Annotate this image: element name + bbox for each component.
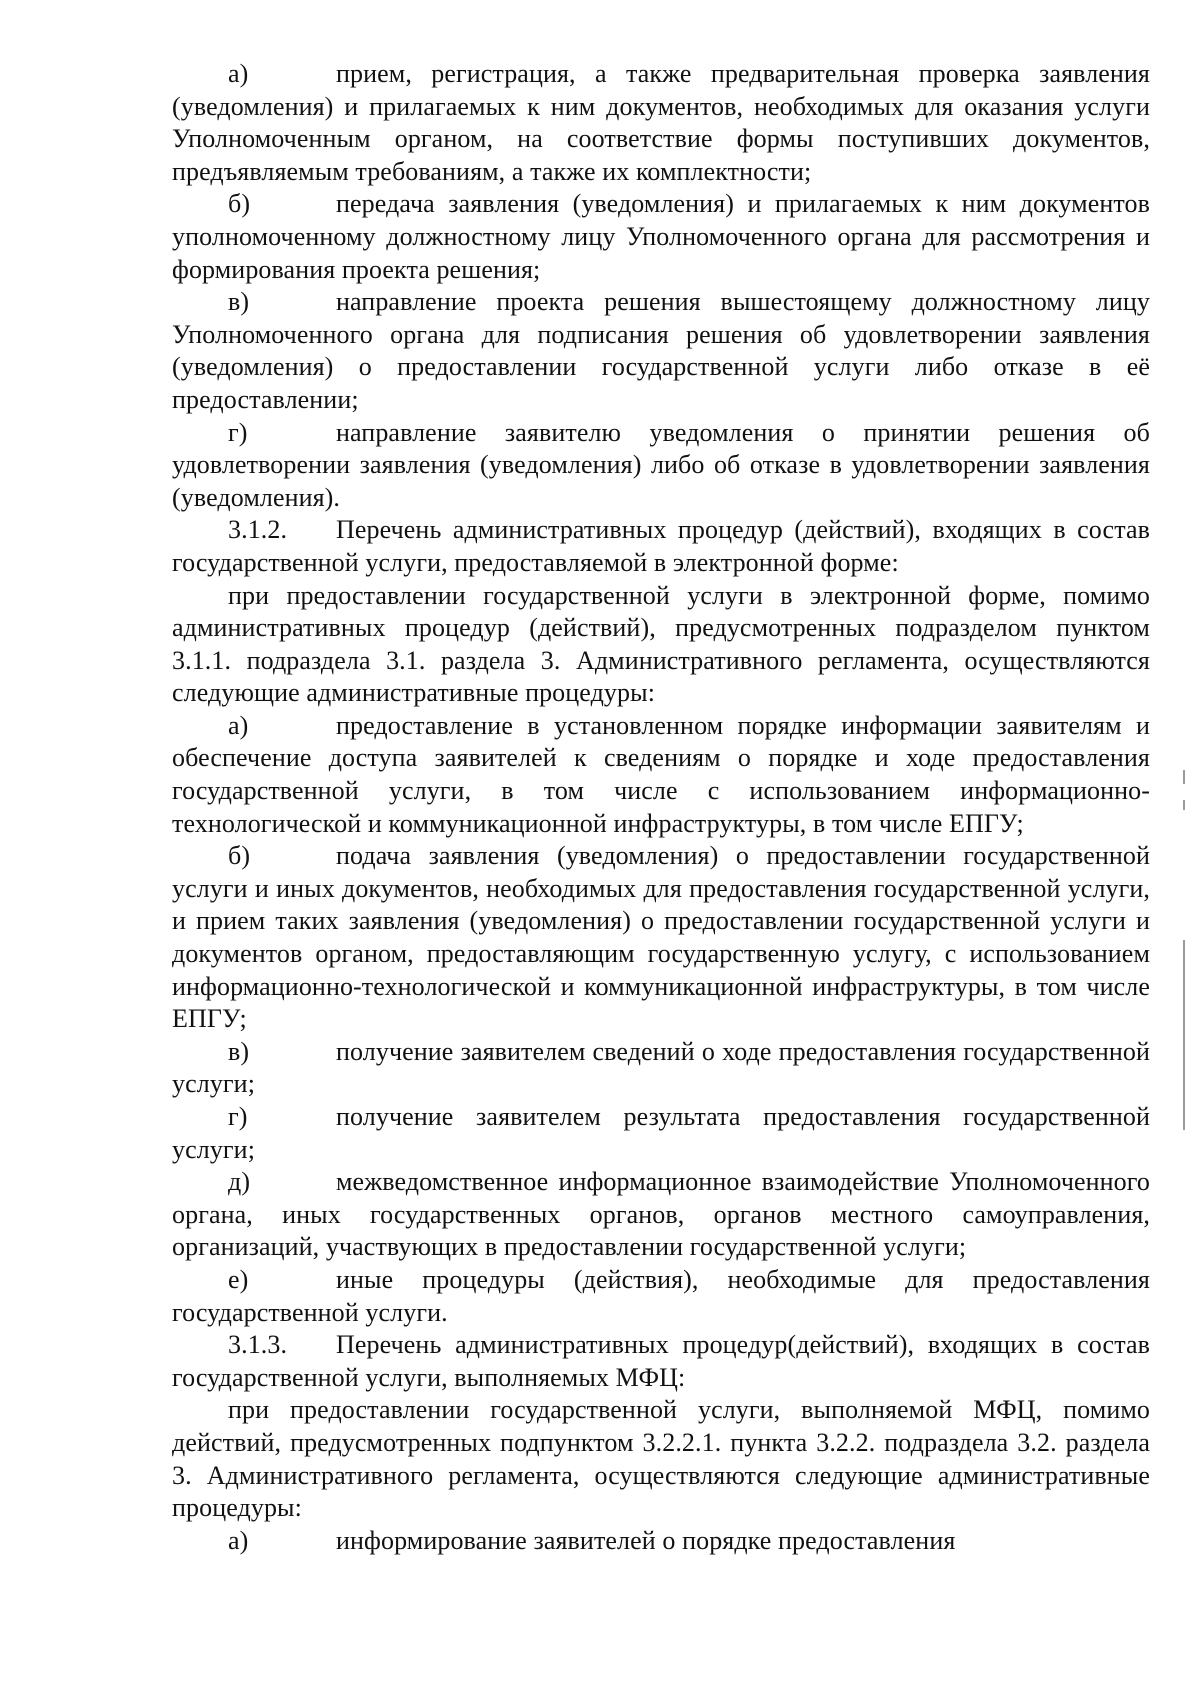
paragraph-text: получение заявителем сведений о ходе предоставления государственной услуги;	[172, 1036, 1150, 1099]
paragraph	[172, 1166, 1150, 1264]
scan-edge-mark	[1183, 770, 1185, 784]
paragraph-text: предоставление в установленном порядке информации заявителям и обеспечение доступа заявителей к сведениям о порядке и ходе предоставления государственной услуги, в том числе с использованием информационно-технологической и коммуникационной инфраструктуры, в том числе ЕПГУ;	[172, 710, 1150, 838]
paragraph-marker: б)	[228, 189, 251, 219]
paragraph-text: прием, регистрация, а также предварительная проверка заявления (уведомления) и прилагаемых к ним документов, необходимых для оказания услуги Уполномоченным органом, на соответствие формы поступивших документов, предъявляемым требованиям, а также их комплектности;	[172, 59, 1150, 186]
paragraph-marker: 3.1.2.	[228, 515, 288, 545]
paragraph-marker: 3.1.3.	[228, 1330, 288, 1360]
paragraph-marker: а)	[228, 59, 249, 88]
paragraph-text: Перечень административных процедур(действий), входящих в состав государственной услуги, выполняемых МФЦ:	[172, 1330, 1150, 1392]
paragraph-text: иные процедуры (действия), необходимые для предоставления государственной услуги.	[172, 1264, 1150, 1327]
paragraph-marker: е)	[228, 1264, 249, 1294]
paragraph-marker: в)	[228, 1036, 250, 1066]
paragraph-text: направление проекта решения вышестоящему должностному лицу Уполномоченного органа для подписания решения об удовлетворении заявления (уведомления) о предоставлении государственной услуги либо отказе в её предоставлении;	[172, 287, 1150, 414]
paragraph-text: при предоставлении государственной услуги, выполняемой МФЦ, помимо действий, предусмотренных подпунктом 3.2.2.1. пункта 3.2.2. подраздела 3.2. раздела 3. Административного регламента, осуществляются следующие административные процедуры:	[172, 1395, 1150, 1523]
paragraph	[172, 1036, 1150, 1101]
paragraph-text: получение заявителем результата предоставления государственной услуги;	[172, 1102, 1150, 1164]
paragraph-marker: б)	[228, 841, 251, 871]
paragraph-text: передача заявления (уведомления) и прилагаемых к ним документов уполномоченному должностному лицу Уполномоченного органа для рассмотрения и формирования проекта решения;	[172, 189, 1150, 284]
paragraph	[172, 188, 1150, 286]
paragraph	[172, 710, 1150, 840]
paragraph-text: информирование заявителей о порядке предоставления	[336, 1525, 956, 1555]
paragraph	[172, 286, 1150, 416]
paragraph	[172, 580, 1150, 710]
paragraph-text: подача заявления (уведомления) о предоставлении государственной услуги и иных документов, необходимых для предоставления государственной услуги, и прием таких заявления (уведомления) о предоставлении государственной услуги и документов органом, предоставляющим государственную услугу, с использованием информационно-технологической и коммуникационной инфраструктуры, в том числе ЕПГУ;	[172, 841, 1150, 1034]
paragraph-marker: г)	[228, 1102, 248, 1131]
paragraph-text: Перечень административных процедур (действий), входящих в состав государственной услуги, предоставляемой в электронной форме:	[172, 515, 1150, 577]
paragraph	[172, 1329, 1150, 1394]
paragraph	[172, 514, 1150, 579]
paragraph	[172, 840, 1150, 1036]
paragraph-marker: г)	[228, 417, 248, 447]
paragraph	[172, 1264, 1150, 1329]
paragraph	[172, 417, 1150, 515]
document-body	[172, 58, 1150, 1557]
paragraph-marker: а)	[228, 1525, 249, 1555]
paragraph	[172, 1101, 1150, 1166]
paragraph-text: при предоставлении государственной услуги в электронной форме, помимо административных процедур (действий), предусмотренных подразделом пунктом 3.1.1. подраздела 3.1. раздела 3. Административного регламента, осуществляются следующие административные процедуры:	[172, 580, 1150, 708]
scan-edge-mark	[1183, 940, 1185, 1130]
paragraph-marker: д)	[228, 1167, 251, 1197]
paragraph-text: направление заявителю уведомления о принятии решения об удовлетворении заявления (уведомления) либо об отказе в удовлетворении заявления (уведомления).	[172, 417, 1150, 512]
paragraph	[172, 1525, 1150, 1558]
paragraph	[172, 1394, 1150, 1524]
paragraph	[172, 58, 1150, 188]
paragraph-marker: в)	[228, 287, 250, 317]
paragraph-marker: а)	[228, 710, 249, 740]
paragraph-text: межведомственное информационное взаимодействие Уполномоченного органа, иных государственных органов, органов местного самоуправления, организаций, участвующих в предоставлении государственной услуги;	[172, 1167, 1150, 1262]
scan-edge-mark	[1183, 800, 1185, 810]
